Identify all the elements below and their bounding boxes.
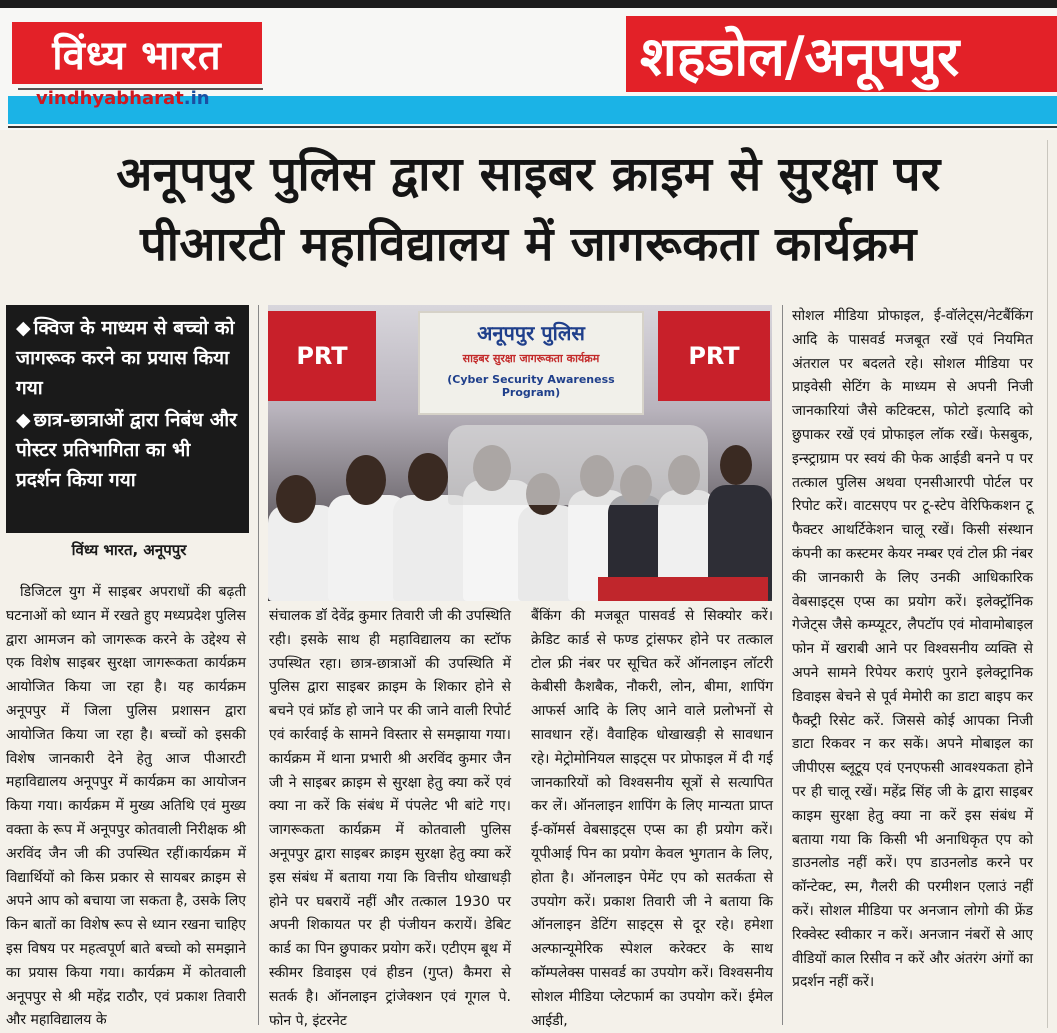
article-headline — [0, 140, 1057, 280]
event-banner — [418, 311, 644, 415]
newspaper-logo: विंध्य भारत — [12, 22, 262, 84]
event-photo — [268, 305, 772, 601]
banner-english-subtitle: (Cyber Security Awareness Program) — [447, 373, 615, 399]
article-paragraph: डिजिटल युग में साइबर अपराधों की बढ़ती घटनाओं को ध्यान में रखते हुए मध्यप्रदेश पुलिस द्वारा आमजन को जागरूक करने के उद्देश्य से एक विशेष साइबर सुरक्षा जागरूकता कार्यक्रम आयोजित किया जा रहा है। यह कार्यक्रम अनूपपुर में जिला पुलिस प्रशासन द्वारा आयोजित किया जा रहा है। बच्चों को इसकी विशेष जानकारी देने हेतु आज पीआरटी महाविद्यालय अनूपपुर में कार्यक्रम का आयोजन किया गया। कार्यक्रम में मुख्य अतिथि एवं मुख्य वक्ता के रूप में अनूपपुर कोतवाली निरीक्षक श्री अरविंद जैन जी की उपस्थित रहीं।कार्यक्रम में विद्यार्थियों को किस प्रकार से सायबर क्राइम से अपने आप को बचाया जा सकता है, उसके लिए किन बातों का विशेष रूप से ध्यान रखना चाहिए इस विषय पर महत्वपूर्ण बाते बच्चो को समझाने का प्रयास किया गया। कार्यक्रम में कोतवाली अनूपपुर से श्री महेंद्र राठौर, एवं प्रकाश तिवारी और महाविद्यालय के — [6, 584, 246, 1029]
masthead-rule — [8, 126, 1057, 128]
column-divider — [258, 305, 259, 1025]
article-column-3 — [531, 605, 773, 1033]
student-figure — [393, 495, 473, 601]
diamond-bullet-icon: ◆ — [16, 409, 31, 431]
student-head — [720, 445, 752, 485]
top-border — [0, 0, 1057, 8]
article-column-2 — [269, 605, 511, 1033]
masthead — [0, 8, 1057, 130]
article-column-4 — [792, 305, 1033, 995]
website-url-tld: .in — [183, 88, 210, 109]
student-head — [346, 455, 386, 505]
page-right-edge — [1047, 140, 1057, 1028]
prt-logo-right: PRT — [658, 311, 770, 401]
banner-subtitle: साइबर सुरक्षा जागरूकता कार्यक्रम — [462, 352, 600, 365]
highlight-text: क्विज के माध्यम से बच्चो को जागरूक करने का प्रयास किया गया — [16, 317, 235, 399]
headline-line-2: पीआरटी महाविद्यालय में जागरूकता कार्यक्रम — [140, 217, 917, 272]
highlights-box — [6, 305, 249, 533]
red-table-cloth — [598, 577, 768, 601]
headline-line-1: अनूपपुर पुलिस द्वारा साइबर क्राइम से सुरक्षा पर — [116, 147, 941, 202]
website-url — [36, 88, 210, 109]
article-paragraph: बैंकिंग की मजबूत पासवर्ड से सिक्योर करें। क्रेडिट कार्ड से फण्ड ट्रांसफर होने पर तत्काल टोल फ्री नंबर पर सूचित करें ऑनलाइन लॉटरी केबीसी कैशबैक, नौकरी, लोन, बीमा, शापिंग आफर्स आदि के लिए आने वाले प्रलोभनों से सावधान रहें। वैवाहिक धोखाखड़ी से सावधान रहे। मेट्रोमोनियल साइट्स पर प्रोफाइल में दी गई जानकारियों को विश्वसनीय सूत्रों से सत्यापित कर लें। ऑनलाइन शापिंग के लिए मान्यता प्राप्त ई-कॉमर्स वेबसाइट्स एप्स का ही प्रयोग करें। यूपीआई पिन का प्रयोग केवल भुगतान के लिए, होता है। ऑनलाइन पेमेंट एप को सतर्कता से उपयोग करें। प्रकाश तिवारी जी ने बताया कि ऑनलाइन डेटिंग साइट्स से दूर रहे। हमेशा अल्फान्यूमेरिक स्पेशल करेक्टर के साथ कॉम्पलेक्स पासवर्ड का उपयोग करें। विश्वसनीय सोशल मीडिया प्लेटफार्म का उपयोग करें। ईमेल आईडी, — [531, 608, 773, 1029]
highlight-text: छात्र-छात्राओं द्वारा निबंध और पोस्टर प्रतिभागिता का भी प्रदर्शन किया गया — [16, 409, 237, 491]
section-label: शहडोल/अनूपपुर — [626, 16, 1057, 92]
back-row-students — [448, 425, 708, 505]
highlight-item — [16, 313, 241, 403]
highlight-item — [16, 405, 241, 495]
article-column-1 — [6, 581, 246, 1033]
student-head — [408, 453, 448, 501]
article-paragraph: सोशल मीडिया प्रोफाइल, ई-वॉलेट्स/नेटबैंकिंग आदि के पासवर्ड मजबूत रखें एवं नियमित अंतराल पर बदलते रहे। सोशल मीडिया पर प्राइवेसी सेटिंग के माध्यम से अपनी निजी जानकारियां जैसे कटिक्टस, फोटो इत्यादि को छुपाकर रखें एवं प्रोफाइल लॉक रखें। फेसबुक, इन्स्ट्राग्राम पर स्वयं की फेक आईडी बनने प पर तत्काल पुलिस अथवा एनसीआरपी पोर्टल पर रिपोट करें। वाटसएप पर टू-स्टेप वेरिफिकशन टू फैक्टर आथर्टिकेशन चालू रखें। किसी संस्थान कंपनी का कस्टमर केयर नम्बर एवं टोल फ्री नंबर की जानकारी के लिए उनकी आधिकारिक वेबसाइट्स एप्स का प्रयोग करें। इलेक्ट्रॉनिक गेजेट्स जैसे कम्प्यूटर, लैपटॉप एवं मोवामोबाइल फोन में खराबी आने पर विश्वसनीय व्यक्ति से अपने सामने रिपेयर कराएं पुराने इलेक्ट्रानिक डिवाइस बेचने से पूर्व मेमोरी का डाटा बाइप कर फैक्ट्री रिसेट करें. जिससे कोई आपका निजी डाटा रिकवर न कर सकें। अपने मोबाइल का जीपीएस ब्लूटूय एवं एनएफसी आवश्यकता होने पर ही चालू रखें। महेंद्र सिंह जी के द्वारा साइबर काइम सुरक्षा हेतु क्या ना करें इस संबंध में बताया गया कि किसी भी अनाधिकृत एप को डाउनलोड नहीं करें। एप डाउनलोड करने पर कॉन्टेक्ट, स्म, गैलरी की परमीशन एलाउं नहीं करें। सोशल मीडिया पर अनजान लोगो की फ्रेंड रिक्वेस्ट स्वीकार न करें। अनजान नंबरों से आए वीडियों काल रिसीव न करें और अंतरंग अंगों का प्रदर्शन नहीं करें। — [792, 308, 1033, 991]
student-head — [276, 475, 316, 523]
prt-logo-left: PRT — [268, 311, 376, 401]
byline: विंध्य भारत, अनूपपुर — [71, 541, 187, 559]
column-divider — [782, 305, 783, 1025]
website-url-name: vindhyabharat — [36, 88, 184, 109]
article-paragraph: संचालक डॉ देवेंद्र कुमार तिवारी जी की उपस्थिति रही। इसके साथ ही महाविद्यालय का स्टॉफ उपस्थित रहा। छात्र-छात्राओं की उपस्थिति में पुलिस द्वारा साइबर क्राइम के शिकार होने से बचने एवं फ्रॉड हो जाने पर की जाने वाली रिपोर्ट एवं कार्रवाई के सामने विस्तार से समझाया गया। कार्यक्रम में थाना प्रभारी श्री अरविंद कुमार जैन जी ने साइबर क्राइम से सुरक्षा हेतु क्या करें एवं क्या ना करें कि संबंध में पंपलेट भी बांटे गए। जागरूकता कार्यक्रम में कोतवाली पुलिस अनूपपुर द्वारा साइबर क्राइम सुरक्षा हेतु क्या करें इस संबंध में बताया गया कि वित्तीय धोखाधड़ी होने पर घबरायें नहीं और तत्काल 1930 पर अपनी शिकायत पर ही पंजीयन करायें। डेबिट कार्ड का पिन छुपाकर प्रयोग करें। एटीएम बूथ में स्कीमर डिवाइस एवं हीडन (गुप्त) कैमरा से सतर्क है। ऑनलाइन ट्रांजेक्शन एवं गूगल पे. फोन पे, इंटरनेट — [269, 608, 511, 1029]
banner-title: अनूपपुर पुलिस — [477, 321, 585, 345]
diamond-bullet-icon: ◆ — [16, 317, 31, 339]
